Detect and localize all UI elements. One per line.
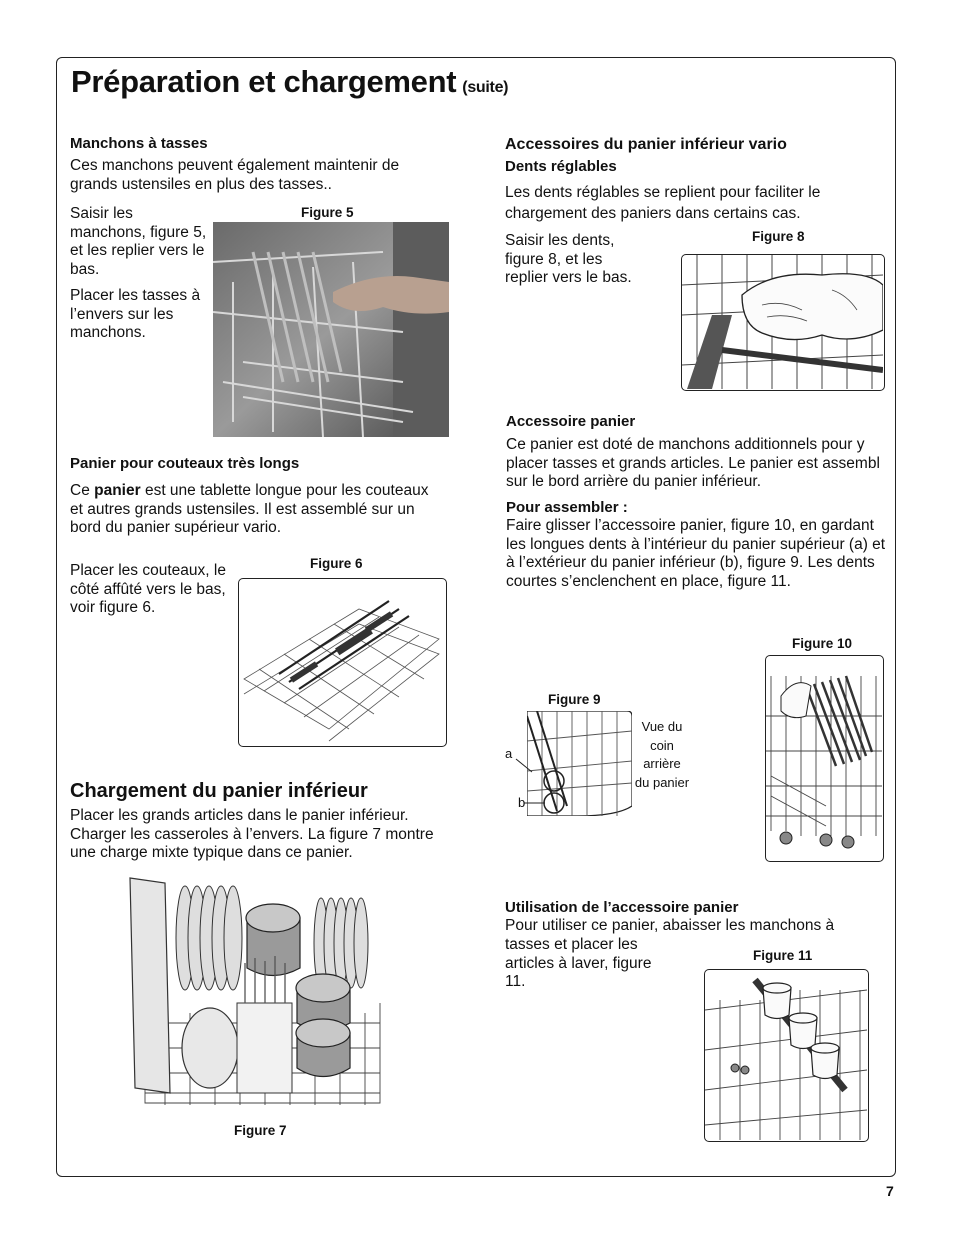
figure-5-photo — [213, 222, 449, 437]
manchons-heading: Manchons à tasses — [70, 135, 208, 152]
page-number: 7 — [886, 1183, 894, 1199]
couteaux-heading: Panier pour couteaux très longs — [70, 455, 300, 472]
figure-8-caption: Figure 8 — [752, 229, 805, 244]
dents-reglables-subheading: Dents réglables — [505, 158, 617, 175]
couteaux-instruction: Placer les couteaux, le côté affûté vers le bas, voir figure 6. — [70, 562, 226, 616]
figure-6-caption: Figure 6 — [310, 556, 363, 571]
figure-6-illustration — [238, 578, 447, 747]
figure-7-caption: Figure 7 — [234, 1123, 287, 1138]
utilisation-paragraph-rest: tasses et placer les articles à laver, figure 11. — [505, 936, 652, 990]
manchons-instruction-2: Placer les tasses à l’envers sur les manchons. — [70, 287, 201, 341]
manchons-intro: Ces manchons peuvent également maintenir de grands ustensiles en plus des tasses.. — [70, 157, 400, 193]
accessoires-heading: Accessoires du panier inférieur vario — [505, 136, 787, 153]
page-title: Préparation et chargement (suite) — [71, 64, 509, 99]
utilisation-heading: Utilisation de l’accessoire panier — [505, 899, 739, 916]
figure-9-note: Vue du coin arrière du panier — [634, 719, 690, 790]
figure-11-illustration — [704, 969, 869, 1142]
dents-paragraph: Les dents réglables se replient pour faciliter le chargement des paniers dans certains cas. — [505, 184, 821, 222]
pour-assembler-paragraph: Faire glisser l’accessoire panier, figure 10, en gardant les longues dents à l’intérieur du panier supérieur (a) et à l’extérieur du panier inférieur (b), figure 9. Les dents courtes s’enclenchent en place, figure 11. — [506, 517, 886, 590]
manchons-instruction-1: Saisir les manchons, figure 5, et les replier vers le bas. — [70, 205, 207, 278]
chargement-heading: Chargement du panier inférieur — [70, 780, 368, 802]
figure-8-illustration — [681, 254, 885, 391]
title-suffix: (suite) — [462, 79, 509, 96]
accessoire-panier-paragraph: Ce panier est doté de manchons additionnels pour y placer tasses et grands articles. Le panier est assembl sur le bord arrière du panier inférieur. — [506, 436, 880, 490]
figure-7-illustration — [125, 873, 387, 1113]
figure-9-label-b: b — [518, 795, 526, 810]
figure-9-caption: Figure 9 — [548, 692, 601, 707]
utilisation-paragraph-line1: Pour utiliser ce panier, abaisser les manchons à — [505, 917, 835, 934]
figure-9-leader-lines — [510, 755, 550, 815]
figure-9-label-a: a — [505, 746, 513, 761]
figure-10-illustration — [765, 655, 884, 862]
figure-10-caption: Figure 10 — [792, 636, 853, 651]
pour-assembler-heading: Pour assembler : — [506, 499, 628, 516]
chargement-paragraph: Placer les grands articles dans le panier inférieur. Charger les casseroles à l’envers. La figure 7 montre une charge mixte typique dans ce panier. — [70, 807, 434, 861]
dents-instruction: Saisir les dents, figure 8, et les replier vers le bas. — [505, 232, 632, 286]
couteaux-paragraph: Ce panier est une tablette longue pour les couteaux et autres grands ustensiles. Il est assemblé sur un bord du panier supérieur vario. — [70, 482, 429, 536]
figure-5-caption: Figure 5 — [301, 205, 354, 220]
accessoire-panier-heading: Accessoire panier — [506, 413, 636, 430]
figure-11-caption: Figure 11 — [753, 948, 813, 963]
